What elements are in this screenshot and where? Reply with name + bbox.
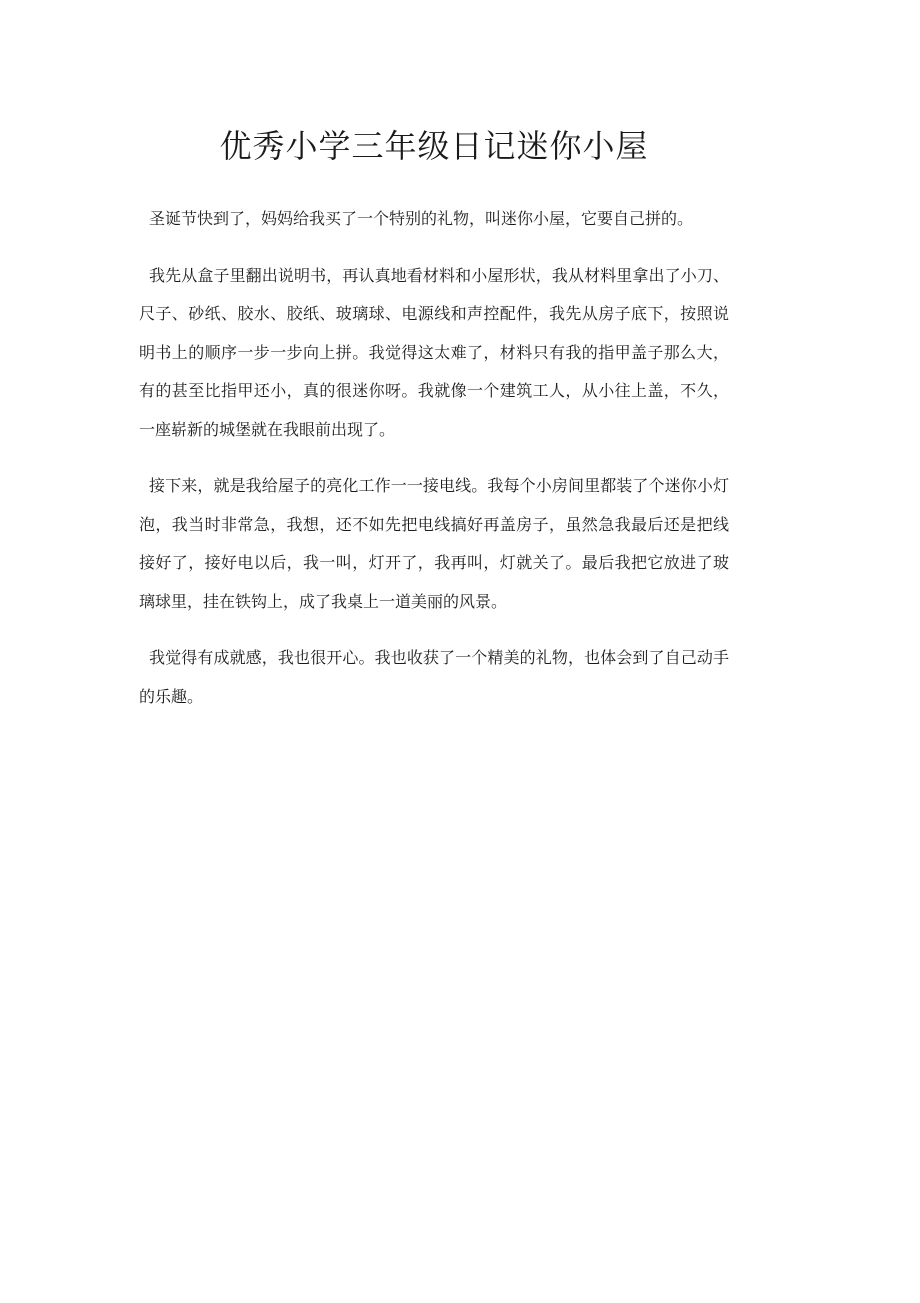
paragraph-1: 圣诞节快到了，妈妈给我买了一个特别的礼物，叫迷你小屋，它要自己拼的。 (149, 209, 694, 228)
paragraph-4: 我觉得有成就感，我也很开心。我也收获了一个精美的礼物，也体会到了自己动手的乐趣。 (139, 648, 729, 706)
paragraph-3: 接下来，就是我给屋子的亮化工作一一接电线。我每个小房间里都装了个迷你小灯泡，我当时非常急，我想，还不如先把电线搞好再盖房子，虽然急我最后还是把线接好了，接好电以后，我一叫，灯开了，我再叫，灯就关了。最后我把它放进了玻璃球里，挂在铁钩上，成了我桌上一道美丽的风景。 (139, 476, 729, 611)
paragraph-2: 我先从盒子里翻出说明书，再认真地看材料和小屋形状，我从材料里拿出了小刀、尺子、砂纸、胶水、胶纸、玻璃球、电源线和声控配件，我先从房子底下，按照说明书上的顺序一步一步向上拼。我觉得这太难了，材料只有我的指甲盖子那么大，有的甚至比指甲还小，真的很迷你呀。我就像一个建筑工人，从小往上盖，不久，一座崭新的城堡就在我眼前出现了。 (139, 265, 729, 439)
document-title: 优秀小学三年级日记迷你小屋 (219, 127, 649, 165)
document-body (139, 200, 729, 734)
